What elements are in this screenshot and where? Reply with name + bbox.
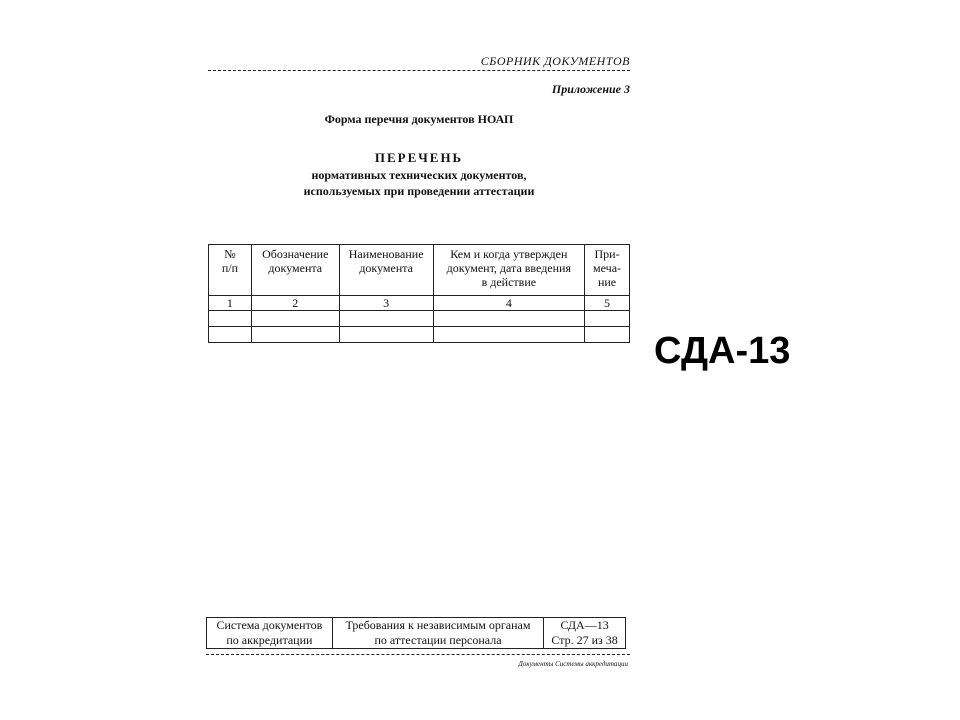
footer-code-cell: СДА—13 Стр. 27 из 38 (544, 618, 626, 649)
empty-cell (339, 327, 433, 343)
form-title: Форма перечня документов НОАП (324, 112, 514, 126)
empty-cell (209, 327, 252, 343)
column-number: 2 (251, 296, 339, 311)
appendix-label: Приложение 3 (551, 82, 630, 96)
empty-cell (251, 311, 339, 327)
list-subtitle-line1: нормативных технических документов, (311, 168, 527, 182)
header-number: № п/п (209, 245, 252, 296)
column-number-row (209, 296, 630, 311)
footer-table (206, 617, 626, 649)
header-approval: Кем и когда утвержден документ, дата введения в действие (433, 245, 584, 296)
column-number: 5 (585, 296, 630, 311)
footer-row (207, 618, 626, 649)
header-designation: Обозначение документа (251, 245, 339, 296)
empty-cell (585, 327, 630, 343)
table-header-row (209, 245, 630, 296)
footer-divider (206, 654, 630, 655)
table-row (209, 311, 630, 327)
header-name: Наименование документа (339, 245, 433, 296)
column-number: 3 (339, 296, 433, 311)
header-divider (208, 70, 630, 71)
header-note: При- меча- ние (585, 245, 630, 296)
empty-cell (433, 311, 584, 327)
collection-header: СБОРНИК ДОКУМЕНТОВ (480, 54, 630, 68)
empty-cell (209, 311, 252, 327)
empty-cell (339, 311, 433, 327)
empty-cell (251, 327, 339, 343)
documents-table (208, 244, 630, 343)
column-number: 1 (209, 296, 252, 311)
empty-cell (585, 311, 630, 327)
list-subtitle-line2: используемых при проведении аттестации (303, 184, 535, 198)
document-code-badge: СДА-13 (654, 330, 791, 372)
list-title: ПЕРЕЧЕНЬ (374, 150, 464, 165)
table-row (209, 327, 630, 343)
column-number: 4 (433, 296, 584, 311)
empty-cell (433, 327, 584, 343)
footer-requirements-cell: Требования к независимым органам по аттестации персонала (332, 618, 543, 649)
footer-system-cell: Система документов по аккредитации (207, 618, 333, 649)
footer-note: Документы Системы аккредитации (518, 660, 628, 668)
